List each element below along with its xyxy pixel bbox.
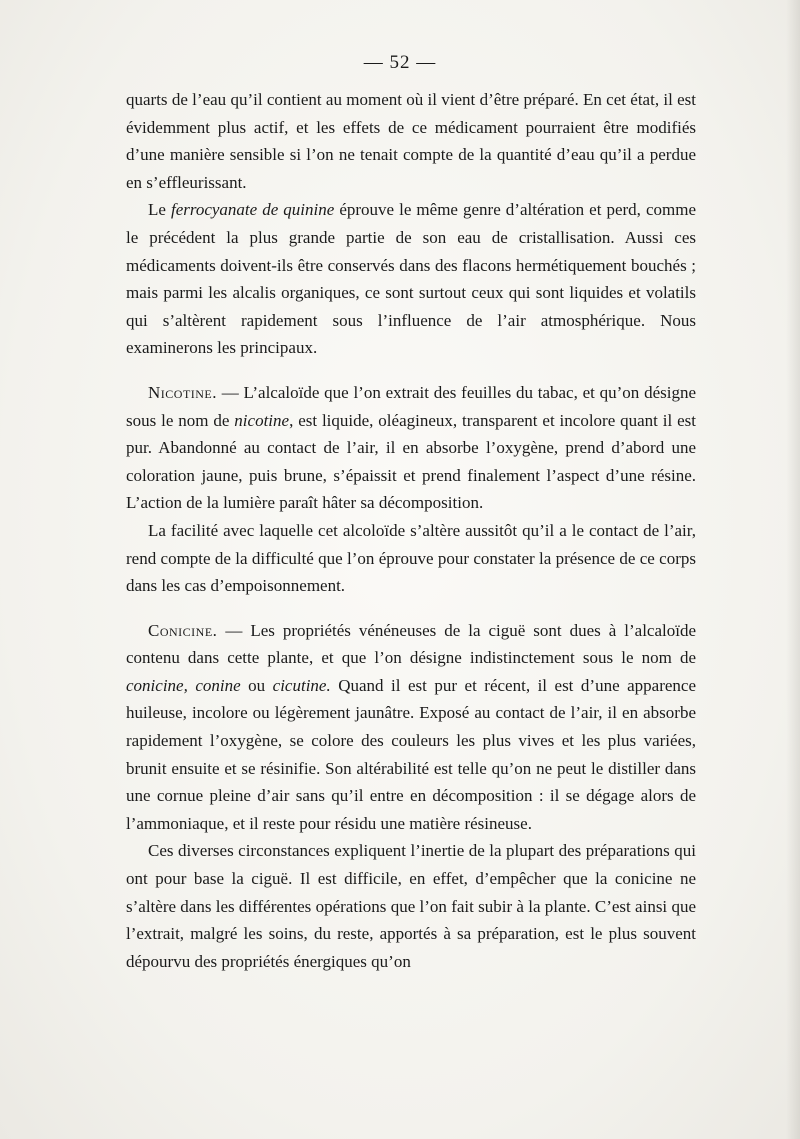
text-run: La facilité avec laquelle cet alcoloïde s’altère aussitôt qu’il a le contact de l’air, rend compte de la difficulté que l’on éprouve pour constater la présence de ce corps dans les cas d’empoisonnement. xyxy=(126,520,696,596)
text-run: , est liquide, oléagineux, transparent et incolore quant il est pur. Abandonné au contact de l’air, il en absorbe l’oxygène, prend d’abord une coloration jaune, puis brune, s’épaissit et prend finalement l’aspect d’une résine. L’action de la lumière paraît hâter sa décomposition. xyxy=(126,410,696,513)
text-run: Le xyxy=(148,200,171,220)
page-gutter-shadow xyxy=(786,0,800,1139)
section-heading: Conicine. xyxy=(148,620,218,640)
italic-term: conicine, conine xyxy=(126,675,241,695)
text-run: — L’alcaloïde que l’on extrait des feuilles du tabac, et qu’on désigne sous le nom de xyxy=(126,382,696,430)
text-run: Quand il est pur et récent, il est d’une apparence huileuse, incolore ou légèrement jaunâtre. Exposé au contact de l’air, il en absorbe rapidement l’oxygène, se colore des couleurs les plus vives et les plus variées, brunit ensuite et se résinifie. Son altérabilité est telle qu’on ne peut le distiller dans une cornue pleine d’air sans qu’il entre en décomposition : il se dégage alors de l’ammoniaque, et il reste pour résidu une matière résineuse. xyxy=(126,675,696,833)
paragraph-nicotine xyxy=(126,379,696,517)
italic-term: nicotine xyxy=(234,410,290,430)
paragraph-cigue-preparations xyxy=(126,837,696,975)
text-run: — Les propriétés vénéneuses de la ciguë sont dues à l’alcaloïde contenu dans cette plante, et que l’on désigne indistinctement sous le nom de xyxy=(126,620,696,668)
page-number: — 52 — xyxy=(363,52,437,73)
italic-term: ferrocyanate de quinine xyxy=(170,200,335,220)
section-heading: Nicotine. xyxy=(148,382,218,402)
paragraph-nicotine-detection xyxy=(126,517,696,600)
paragraph-conicine xyxy=(126,617,696,838)
text-run: Ces diverses circonstances expliquent l’inertie de la plupart des préparations qui ont pour base la ciguë. Il est difficile, en effet, d’empêcher que la conicine ne s’altère dans les différentes opérations que l’on fait subir à la plante. C’est ainsi que l’extrait, malgré les soins, du reste, apportés à sa préparation, est le plus souvent dépourvu des propriétés énergiques qu’on xyxy=(126,841,696,971)
text-run: ou xyxy=(240,675,273,695)
text-run: éprouve le même genre d’altération et perd, comme le précédent la plus grande partie de son eau de cristallisation. Aussi ces médicaments doivent-ils être conservés dans des flacons hermétiquement bouchés ; mais parmi les alcalis organiques, ce sont surtout ceux qui sont liquides et volatils qui s’altèrent rapidement sous l’influence de l’air atmosphérique. Nous examinerons les principaux. xyxy=(126,200,696,358)
paragraph-continuation xyxy=(126,86,696,196)
text-run: quarts de l’eau qu’il contient au moment où il vient d’être préparé. En cet état, il est évidemment plus actif, et les effets de ce médicament pourraient être modifiés d’une manière sensible si l’on ne tenait compte de la quantité d’eau qu’il a perdue en s’effleurissant. xyxy=(126,90,696,192)
page-body xyxy=(126,86,696,975)
italic-term: cicutine. xyxy=(272,675,331,695)
paragraph-ferrocyanate xyxy=(126,196,696,362)
